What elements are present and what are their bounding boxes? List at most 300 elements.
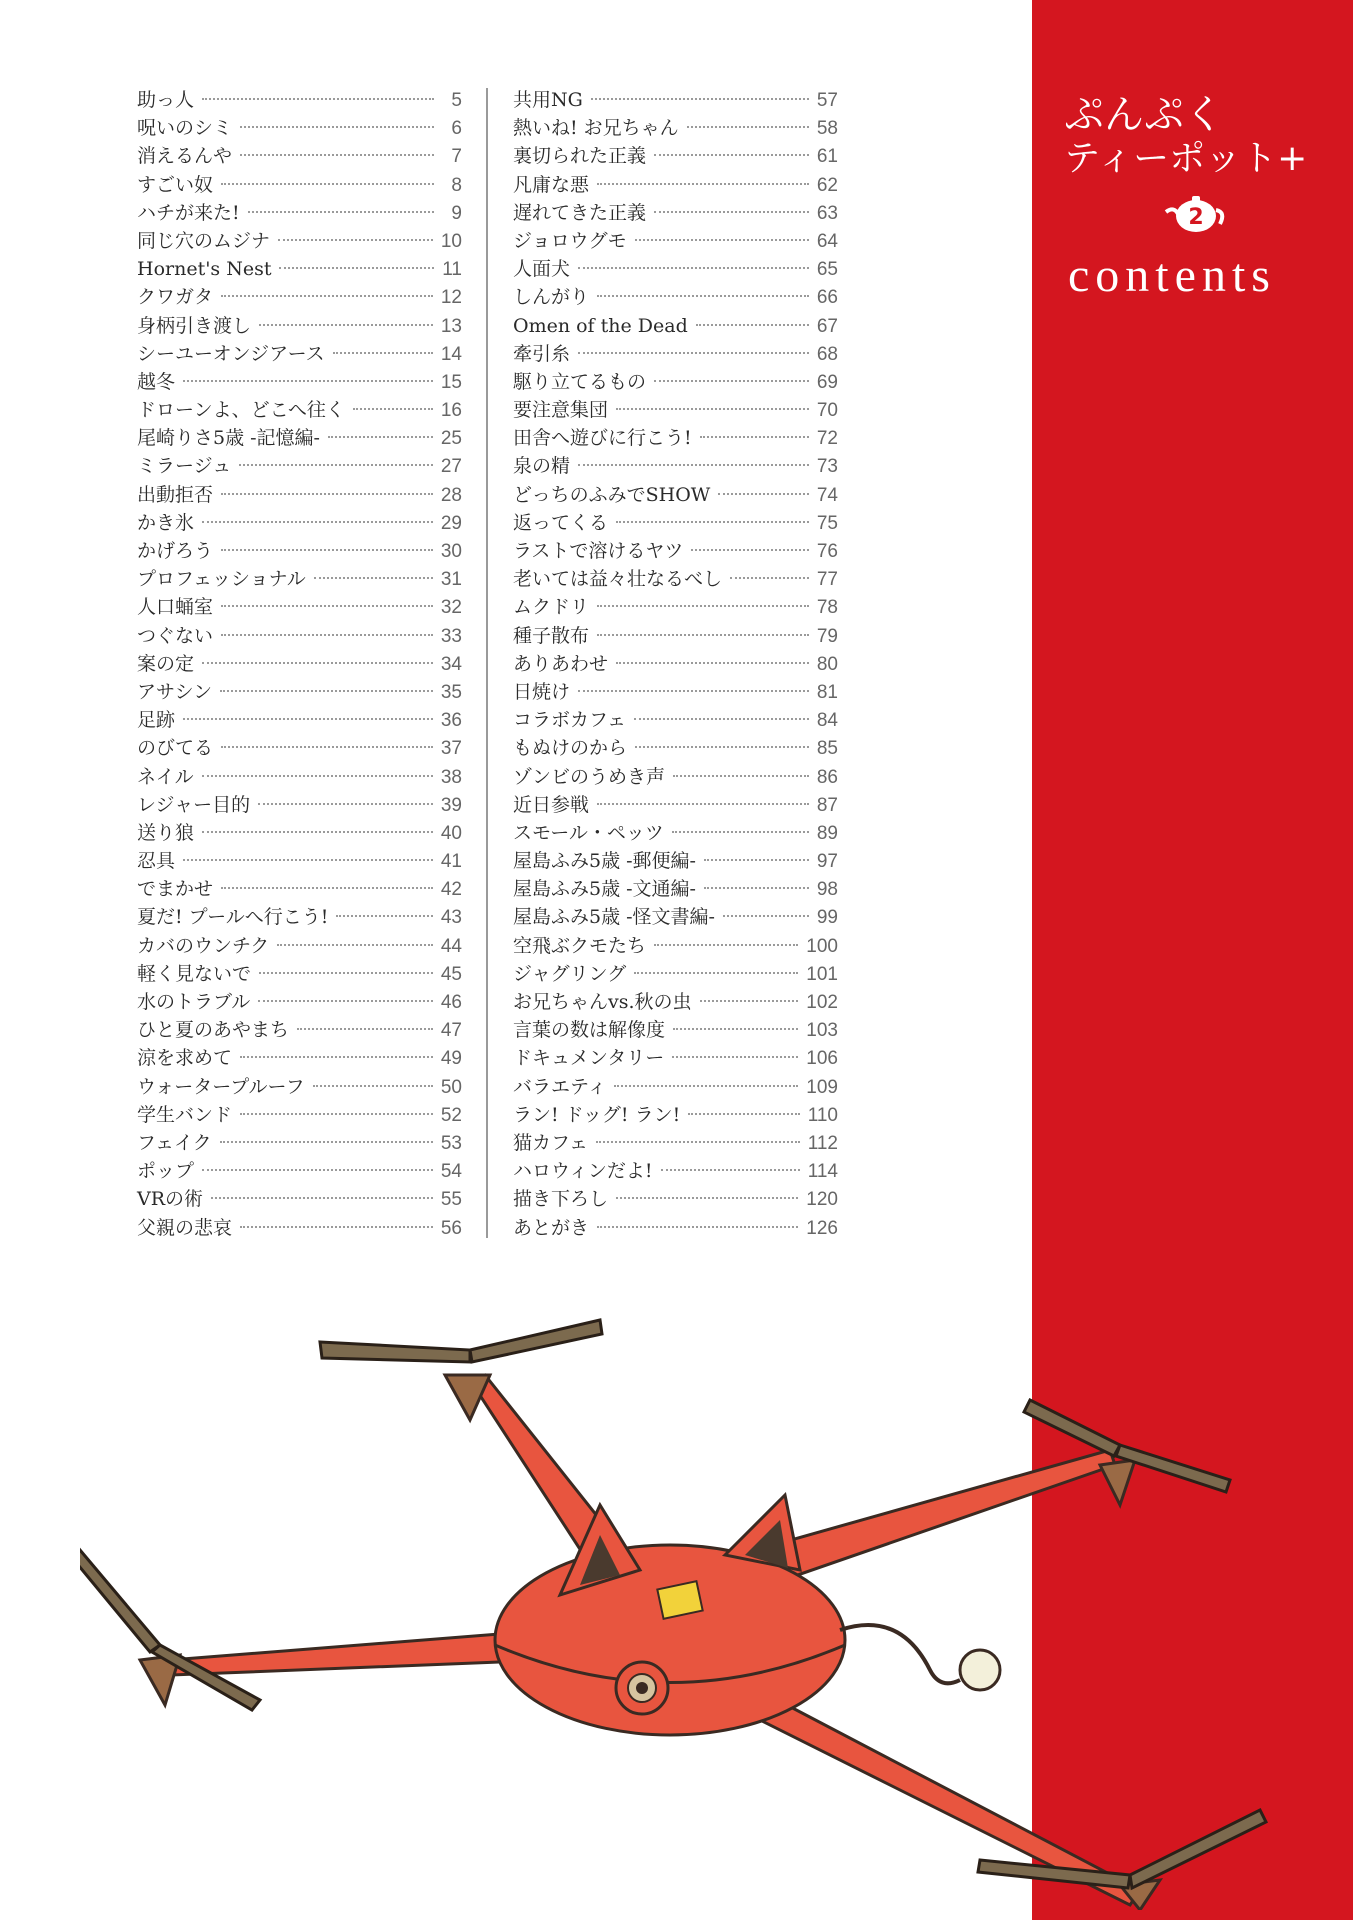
leader-dots (202, 521, 433, 523)
toc-entry-page: 42 (440, 879, 462, 901)
toc-entry (137, 227, 462, 255)
leader-dots (616, 521, 809, 523)
toc-entry-page: 16 (440, 400, 462, 422)
toc-entry (137, 340, 462, 368)
toc-entry-page: 54 (440, 1161, 462, 1183)
toc-entry-title: 身柄引き渡し (137, 314, 252, 337)
leader-dots (314, 577, 433, 579)
leader-dots (221, 887, 433, 889)
toc-entry-title: 老いては益々壮なるべし (513, 568, 723, 591)
toc-entry (513, 481, 838, 509)
toc-entry-title: 屋島ふみ5歳 -文通編- (513, 878, 696, 901)
toc-entry-page: 27 (440, 456, 462, 478)
toc-entry (513, 227, 838, 255)
toc-entry-title: 人口蛹室 (137, 596, 214, 619)
toc-entry-title: 凡庸な悪 (513, 173, 590, 196)
toc-entry-page: 114 (807, 1161, 838, 1183)
toc-entry (137, 86, 462, 114)
toc-entry-title: 田舎へ遊びに行こう! (513, 427, 692, 450)
toc-entry (137, 1157, 462, 1185)
toc-entry-page: 89 (816, 822, 838, 844)
toc-entry-title: お兄ちゃんvs.秋の虫 (513, 991, 692, 1013)
toc-entry-title: 夏だ! プールへ行こう! (137, 906, 329, 929)
toc-entry (137, 1129, 462, 1157)
leader-dots (597, 634, 809, 636)
toc-entry-page: 50 (440, 1076, 462, 1098)
toc-entry-title: 消えるんや (137, 145, 233, 168)
toc-entry-page: 112 (807, 1132, 838, 1154)
toc-entry-page: 7 (451, 146, 462, 168)
toc-entry (513, 1101, 838, 1129)
leader-dots (696, 324, 809, 326)
toc-entry (513, 1185, 838, 1213)
toc-entry-page: 106 (806, 1048, 838, 1070)
toc-entry-page: 53 (440, 1132, 462, 1154)
logo-line1: ぷんぷく (1064, 92, 1224, 138)
toc-entry-title: 描き下ろし (513, 1188, 609, 1211)
leader-dots (221, 493, 433, 495)
toc-entry-title: クワガタ (137, 286, 214, 309)
toc-entry-title: ミラージュ (137, 455, 232, 478)
toc-entry (513, 875, 838, 903)
toc-entry-title: 尾崎りさ5歳 -記憶編- (137, 427, 320, 450)
toc-entry-page: 46 (440, 992, 462, 1013)
leader-dots (202, 98, 434, 100)
toc-entry-title: 越冬 (137, 370, 176, 393)
toc-entry-title: ドキュメンタリー (513, 1047, 665, 1070)
leader-dots (183, 380, 433, 382)
toc-entry (137, 706, 462, 734)
leader-dots (597, 1226, 798, 1228)
leader-dots (687, 126, 809, 128)
leader-dots (336, 915, 432, 917)
toc-entry-page: 99 (816, 907, 838, 929)
toc-entry-page: 120 (806, 1189, 838, 1211)
leader-dots (248, 211, 434, 213)
toc-entry-title: 言葉の数は解像度 (513, 1019, 666, 1042)
toc-entry (513, 763, 838, 791)
toc-entry-title: かき氷 (137, 511, 195, 534)
leader-dots (673, 775, 809, 777)
leader-dots (635, 239, 809, 241)
toc-entry (513, 847, 838, 875)
toc-entry (137, 847, 462, 875)
toc-entry-page: 9 (451, 202, 462, 224)
leader-dots (654, 154, 809, 156)
toc-entry-page: 35 (440, 681, 462, 703)
leader-dots (596, 1141, 800, 1143)
toc-entry-page: 57 (816, 90, 838, 111)
toc-entry-title: ゾンビのうめき声 (513, 765, 666, 788)
leader-dots (691, 549, 808, 551)
toc-entry-page: 74 (816, 484, 838, 506)
toc-entry (513, 791, 838, 819)
toc-left-column (137, 86, 462, 1242)
toc-entry-page: 103 (806, 1020, 838, 1042)
toc-entry-title: 種子散布 (513, 624, 590, 647)
leader-dots (730, 577, 809, 579)
toc-entry-page: 6 (451, 118, 462, 140)
toc-entry-title: でまかせ (137, 878, 214, 901)
leader-dots (183, 859, 433, 861)
leader-dots (258, 803, 433, 805)
toc-entry (137, 255, 462, 283)
toc-entry-page: 14 (440, 343, 462, 365)
toc-entry-page: 37 (440, 738, 462, 760)
toc-entry-title: ポップ (137, 1160, 195, 1183)
toc-entry (137, 903, 462, 931)
toc-entry-page: 8 (451, 174, 462, 196)
leader-dots (654, 211, 809, 213)
toc-entry-title: Omen of the Dead (513, 314, 688, 337)
toc-entry (513, 340, 838, 368)
toc-entry (137, 960, 462, 988)
toc-entry-title: ハチが来た! (137, 201, 240, 224)
toc-entry-page: 25 (440, 428, 462, 450)
leader-dots (673, 1028, 798, 1030)
toc-entry-page: 69 (816, 371, 838, 393)
leader-dots (688, 1113, 799, 1115)
toc-entry-page: 10 (440, 230, 462, 252)
toc-entry (513, 734, 838, 762)
leader-dots (221, 183, 434, 185)
toc-entry-title: 近日参戦 (513, 793, 590, 816)
leader-dots (578, 464, 809, 466)
toc-entry-page: 126 (806, 1217, 838, 1239)
leader-dots (279, 267, 434, 269)
toc-entry (513, 255, 838, 283)
toc-entry-title: スモール・ペッツ (513, 821, 664, 844)
leader-dots (654, 944, 798, 946)
toc-entry-page: 79 (816, 625, 838, 647)
leader-dots (634, 718, 809, 720)
toc-entry-title: 水のトラブル (137, 991, 251, 1013)
toc-entry-page: 5 (451, 90, 462, 111)
toc-entry-page: 34 (440, 653, 462, 675)
toc-entry (513, 593, 838, 621)
column-divider (486, 88, 488, 1238)
toc-entry-page: 98 (816, 879, 838, 901)
toc-entry (137, 312, 462, 340)
toc-entry (137, 734, 462, 762)
toc-entry (137, 1214, 462, 1242)
leader-dots (202, 662, 433, 664)
toc-entry-title: 案の定 (137, 652, 195, 675)
toc-entry-page: 40 (440, 822, 462, 844)
toc-entry-title: 涼を求めて (137, 1047, 233, 1070)
toc-entry (137, 678, 462, 706)
leader-dots (313, 1085, 433, 1087)
toc-entry-page: 56 (440, 1217, 462, 1239)
toc-entry-title: 人面犬 (513, 258, 571, 281)
toc-entry-page: 80 (816, 653, 838, 675)
toc-entry-page: 31 (440, 569, 462, 591)
toc-entry-page: 76 (816, 541, 838, 562)
toc-entry-page: 66 (816, 287, 838, 309)
toc-entry (137, 509, 462, 537)
toc-entry-title: もぬけのから (513, 737, 628, 760)
toc-entry (137, 1101, 462, 1129)
toc-entry (137, 1016, 462, 1044)
toc-entry-page: 78 (816, 597, 838, 619)
leader-dots (616, 408, 809, 410)
toc-entry-title: 父親の悲哀 (137, 1216, 233, 1239)
toc-entry-title: 助っ人 (137, 89, 195, 111)
leader-dots (616, 662, 809, 664)
leader-dots (202, 775, 433, 777)
drone-illustration (80, 1250, 1280, 1910)
toc-entry (513, 1073, 838, 1101)
toc-entry-title: 猫カフェ (513, 1131, 589, 1154)
volume-number: 2 (1188, 205, 1204, 230)
volume-teapot-icon (1160, 192, 1230, 236)
toc-entry (513, 903, 838, 931)
toc-entry-title: コラボカフェ (513, 709, 627, 732)
contents-heading: contents (1068, 249, 1276, 302)
toc-entry-page: 33 (440, 625, 462, 647)
toc-entry-page: 11 (442, 259, 462, 281)
toc-entry-page: 100 (806, 935, 838, 957)
toc-entry (513, 86, 838, 114)
toc-entry (137, 875, 462, 903)
toc-entry-page: 70 (816, 400, 838, 422)
toc-entry-title: ムクドリ (513, 596, 590, 619)
leader-dots (221, 746, 433, 748)
toc-entry-page: 77 (816, 569, 838, 591)
leader-dots (672, 831, 809, 833)
toc-entry-page: 86 (816, 766, 838, 788)
toc-entry-page: 73 (816, 456, 838, 478)
toc-entry (513, 509, 838, 537)
toc-entry-page: 15 (440, 371, 462, 393)
toc-entry-title: 足跡 (137, 709, 176, 732)
leader-dots (597, 803, 809, 805)
toc-entry-page: 55 (440, 1189, 462, 1211)
toc-entry (513, 650, 838, 678)
leader-dots (578, 267, 809, 269)
toc-entry-title: ドローンよ、どこへ往く (137, 399, 345, 422)
leader-dots (661, 1169, 800, 1171)
leader-dots (259, 972, 433, 974)
toc-entry (513, 706, 838, 734)
toc-entry-title: 出動拒否 (137, 483, 214, 506)
leader-dots (333, 352, 433, 354)
leader-dots (240, 1226, 433, 1228)
toc-entry-title: 要注意集団 (513, 399, 609, 422)
leader-dots (614, 1085, 798, 1087)
toc-entry-page: 45 (440, 963, 462, 985)
toc-entry-title: シーユーオンジアース (137, 342, 325, 365)
toc-entry (513, 199, 838, 227)
toc-entry (137, 114, 462, 142)
toc-entry-page: 47 (440, 1020, 462, 1042)
toc-entry-page: 72 (816, 428, 838, 450)
toc-entry-page: 68 (816, 343, 838, 365)
toc-entry-title: ウォータープルーフ (137, 1075, 305, 1098)
toc-entry (137, 932, 462, 960)
toc-entry-page: 85 (816, 738, 838, 760)
leader-dots (240, 1113, 433, 1115)
toc-entry (513, 678, 838, 706)
toc-entry (513, 171, 838, 199)
toc-entry (137, 283, 462, 311)
toc-entry-title: かげろう (137, 540, 214, 562)
toc-entry (513, 1129, 838, 1157)
toc-entry-title: ハロウィンだよ! (513, 1160, 653, 1183)
toc-entry-title: 学生バンド (137, 1103, 233, 1126)
toc-entry-title: すごい奴 (137, 173, 214, 196)
toc-entry (513, 1016, 838, 1044)
toc-entry-title: 空飛ぶクモたち (513, 934, 647, 957)
toc-entry-page: 30 (440, 541, 462, 562)
toc-entry-page: 41 (440, 851, 462, 873)
leader-dots (259, 324, 433, 326)
toc-entry-page: 62 (816, 174, 838, 196)
toc-entry (137, 819, 462, 847)
toc-entry (137, 791, 462, 819)
toc-entry-page: 29 (440, 512, 462, 534)
leader-dots (240, 1056, 433, 1058)
leader-dots (704, 887, 809, 889)
toc-entry (513, 622, 838, 650)
toc-right-column (513, 86, 838, 1242)
toc-entry-title: 屋島ふみ5歳 -郵便編- (513, 850, 696, 873)
toc-entry (513, 565, 838, 593)
toc-entry-title: 返ってくる (513, 511, 609, 534)
toc-entry-title: 駆り立てるもの (513, 370, 647, 393)
toc-entry-page: 43 (440, 907, 462, 929)
toc-entry (513, 1214, 838, 1242)
toc-entry-title: Hornet's Nest (137, 258, 272, 281)
leader-dots (578, 352, 809, 354)
toc-entry (137, 565, 462, 593)
toc-entry-title: 遅れてきた正義 (513, 201, 647, 224)
leader-dots (183, 718, 433, 720)
toc-entry-page: 52 (440, 1104, 462, 1126)
leader-dots (700, 1000, 799, 1002)
leader-dots (221, 634, 433, 636)
toc-entry (513, 142, 838, 170)
toc-entry-page: 110 (807, 1104, 838, 1126)
leader-dots (723, 915, 809, 917)
toc-entry (137, 424, 462, 452)
toc-entry-title: VRの術 (137, 1188, 204, 1211)
toc-entry-title: バラエティ (513, 1075, 607, 1098)
toc-entry-title: ジョロウグモ (513, 229, 627, 252)
toc-entry-title: ラン! ドッグ! ラン! (513, 1103, 681, 1126)
toc-entry-title: ひと夏のあやまち (137, 1019, 290, 1042)
toc-entry-page: 87 (816, 794, 838, 816)
toc-entry (137, 537, 462, 565)
leader-dots (258, 1000, 433, 1002)
toc-entry-title: 共用NG (513, 89, 583, 111)
leader-dots (211, 1197, 433, 1199)
toc-entry-page: 63 (816, 202, 838, 224)
leader-dots (597, 605, 809, 607)
toc-entry (137, 481, 462, 509)
leader-dots (328, 436, 433, 438)
leader-dots (700, 436, 809, 438)
toc-entry (513, 312, 838, 340)
toc-entry-title: 裏切られた正義 (513, 145, 647, 168)
leader-dots (597, 295, 809, 297)
leader-dots (616, 1197, 798, 1199)
toc-entry-page: 84 (816, 710, 838, 732)
toc-entry-page: 39 (440, 794, 462, 816)
toc-entry-title: 軽く見ないで (137, 962, 252, 985)
toc-entry-page: 67 (816, 315, 838, 337)
toc-entry-title: 牽引糸 (513, 342, 571, 365)
toc-entry (137, 1073, 462, 1101)
toc-entry (513, 114, 838, 142)
toc-entry-page: 36 (440, 710, 462, 732)
toc-entry-page: 58 (816, 118, 838, 140)
leader-dots (240, 126, 434, 128)
leader-dots (240, 154, 434, 156)
leader-dots (220, 690, 433, 692)
toc-entry (513, 424, 838, 452)
leader-dots (591, 98, 809, 100)
leader-dots (704, 859, 809, 861)
leader-dots (635, 746, 809, 748)
leader-dots (221, 605, 433, 607)
toc-entry-title: 屋島ふみ5歳 -怪文書編- (513, 906, 715, 929)
toc-entry-title: つぐない (137, 624, 214, 647)
toc-entry (513, 537, 838, 565)
toc-entry (137, 142, 462, 170)
toc-entry (137, 199, 462, 227)
toc-entry-page: 64 (816, 230, 838, 252)
toc-entry (513, 932, 838, 960)
toc-entry (137, 396, 462, 424)
toc-entry (513, 283, 838, 311)
leader-dots (220, 1141, 433, 1143)
toc-entry (137, 171, 462, 199)
leader-dots (597, 183, 809, 185)
toc-entry-page: 61 (816, 146, 838, 168)
toc-entry-page: 13 (440, 315, 462, 337)
toc-entry-page: 38 (440, 766, 462, 788)
leader-dots (297, 1028, 433, 1030)
leader-dots (634, 972, 798, 974)
toc-entry-title: 日焼け (513, 680, 571, 703)
toc-entry-page: 44 (440, 935, 462, 957)
toc-entry (513, 960, 838, 988)
toc-entry-title: レジャー目的 (137, 793, 251, 816)
toc-entry-page: 65 (816, 259, 838, 281)
toc-entry-title: 熱いね! お兄ちゃん (513, 117, 679, 140)
toc-entry (513, 1157, 838, 1185)
toc-entry-title: あとがき (513, 1216, 590, 1239)
toc-entry-title: アサシン (137, 680, 213, 703)
toc-entry (513, 1044, 838, 1072)
toc-entry-title: ありあわせ (513, 652, 609, 675)
toc-entry-page: 49 (440, 1048, 462, 1070)
toc-entry-title: ネイル (137, 765, 194, 788)
logo-line2: ティーポット+ (1064, 138, 1308, 179)
toc-entry-title: 送り狼 (137, 821, 195, 844)
toc-entry-title: ジャグリング (513, 962, 627, 985)
toc-entry (137, 452, 462, 480)
toc-entry-title: のびてる (137, 737, 214, 760)
toc-entry (137, 593, 462, 621)
toc-entry (513, 988, 838, 1016)
toc-entry (137, 1185, 462, 1213)
toc-entry-page: 12 (440, 287, 462, 309)
toc-entry-page: 102 (806, 992, 838, 1013)
toc-entry-page: 32 (440, 597, 462, 619)
toc-entry-title: 泉の精 (513, 455, 571, 478)
